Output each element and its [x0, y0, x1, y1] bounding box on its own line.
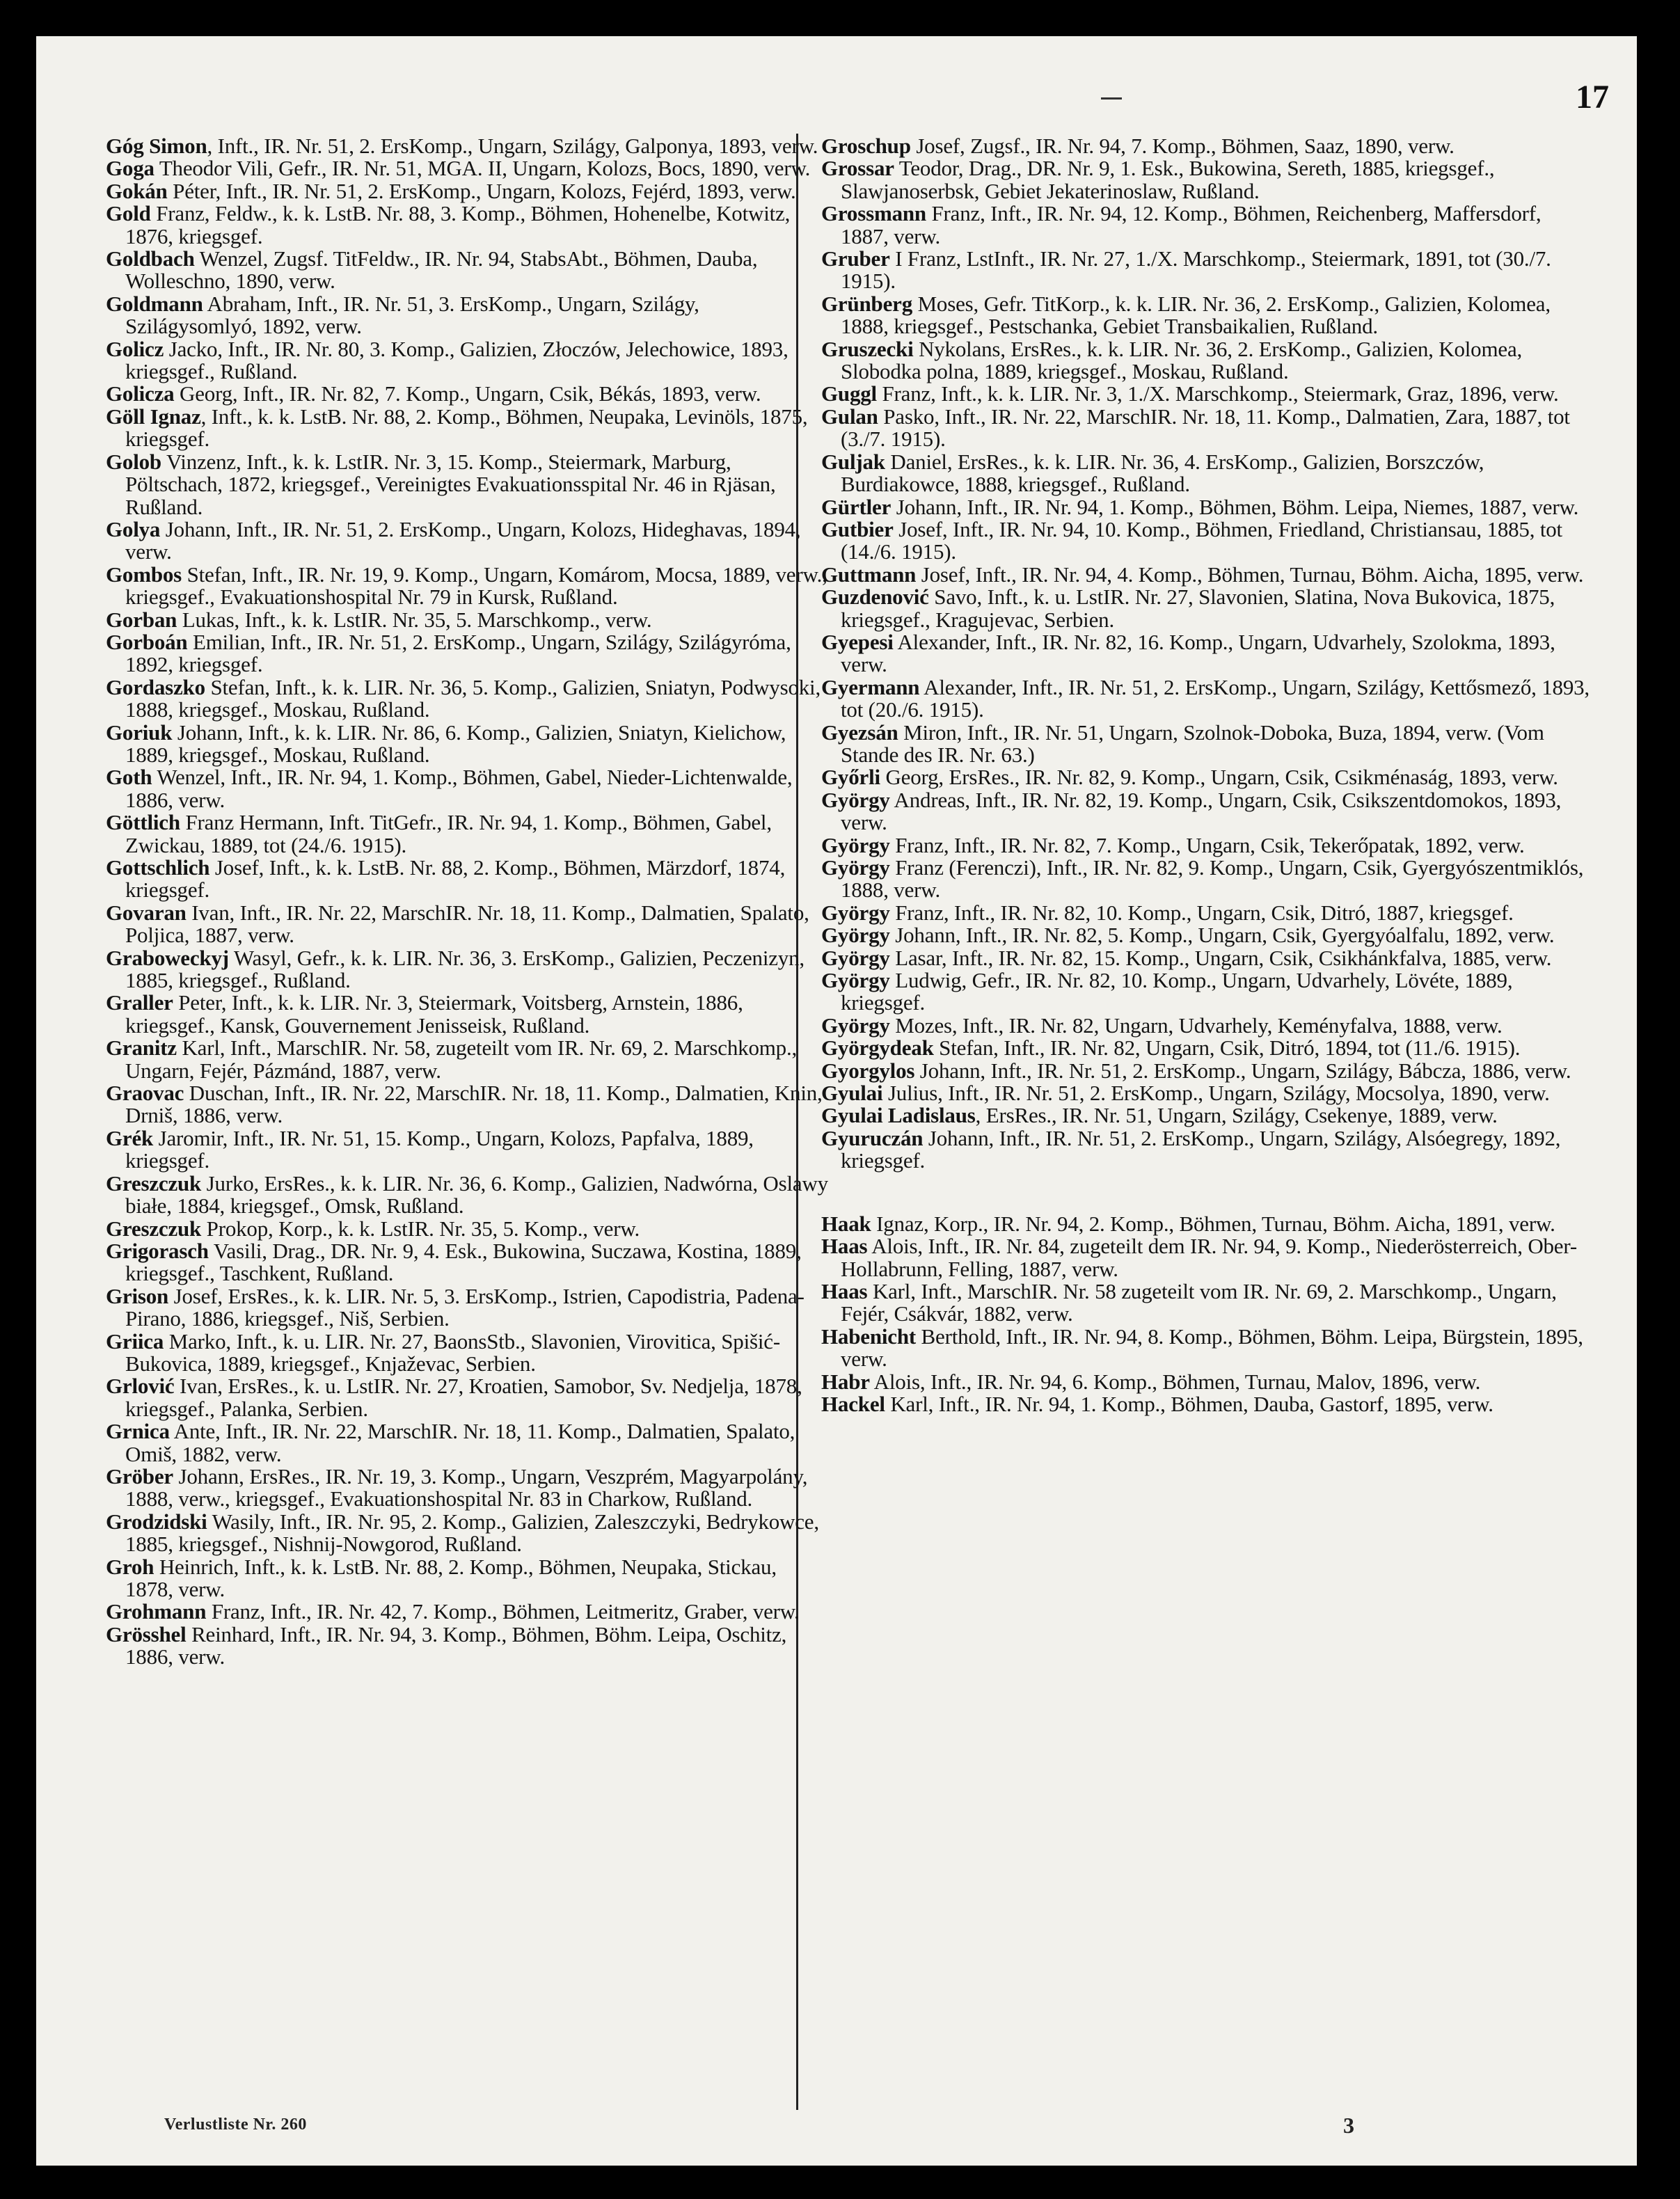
entry-surname: Grigorasch [106, 1238, 209, 1263]
casualty-entry [106, 135, 828, 157]
entry-details: Vinzenz, Inft., k. k. LstIR. Nr. 3, 15. Komp., Steiermark, Marburg, Pöltschach, 1872, kriegsgef., Vereinigtes Evakuationsspital Nr. 46 in Rjäsan, Rußland. [125, 449, 776, 519]
casualty-entry [106, 1420, 828, 1466]
casualty-entry [106, 1375, 828, 1420]
casualty-entry [821, 1235, 1594, 1280]
casualty-entry [106, 1285, 828, 1331]
entry-details: Prokop, Korp., k. k. LstIR. Nr. 35, 5. Komp., verw. [201, 1216, 640, 1241]
entry-surname: Gyuruczán [821, 1125, 924, 1150]
entry-details: Johann, Inft., k. k. LIR. Nr. 86, 6. Komp., Galizien, Sniatyn, Kielichow, 1889, kriegsgef., Moskau, Rußland. [125, 720, 786, 767]
casualty-entry [821, 1393, 1594, 1415]
section-gap [821, 1173, 1594, 1213]
entry-surname: Gyezsán [821, 720, 898, 745]
casualty-entry [106, 947, 828, 992]
entry-details: Miron, Inft., IR. Nr. 51, Ungarn, Szolnok-Doboka, Buza, 1894, verw. (Vom Stande des IR. Nr. 63.) [841, 720, 1544, 767]
entry-details: Johann, Inft., IR. Nr. 51, 2. ErsKomp., Ungarn, Kolozs, Hideghavas, 1894, verw. [125, 516, 801, 564]
entry-details: Ivan, Inft., IR. Nr. 22, MarschIR. Nr. 18, 11. Komp., Dalmatien, Spalato, Poljica, 1887, verw. [125, 900, 809, 948]
entry-surname: Habenicht [821, 1324, 916, 1349]
entry-surname: Gyulai Ladislaus [821, 1103, 976, 1128]
entry-details: Franz, Inft., IR. Nr. 94, 12. Komp., Böhmen, Reichenberg, Maffersdorf, 1887, verw. [841, 201, 1542, 248]
entry-surname: György [821, 923, 890, 948]
casualty-entry [821, 496, 1594, 518]
casualty-entry [821, 451, 1594, 496]
entry-details: Karl, Inft., MarschIR. Nr. 58, zugeteilt vom IR. Nr. 69, 2. Marschkomp., Ungarn, Fejér, Pázmánd, 1887, verw. [125, 1035, 798, 1083]
casualty-entry [821, 924, 1594, 946]
entry-details: Emilian, Inft., IR. Nr. 51, 2. ErsKomp., Ungarn, Szilágy, Szilágyróma, 1892, kriegsgef. [125, 629, 791, 677]
entry-details: Mozes, Inft., IR. Nr. 82, Ungarn, Udvarhely, Keményfalva, 1888, verw. [889, 1013, 1503, 1038]
entry-details: Reinhard, Inft., IR. Nr. 94, 3. Komp., Böhmen, Böhm. Leipa, Oschitz, 1886, verw. [125, 1621, 787, 1669]
casualty-entry [106, 383, 828, 405]
casualty-entry [821, 857, 1594, 902]
entry-details: Peter, Inft., k. k. LIR. Nr. 3, Steiermark, Voitsberg, Arnstein, 1886, kriegsgef., Kansk, Gouvernement Jenisseisk, Rußland. [125, 990, 743, 1038]
entry-details: Marko, Inft., k. u. LIR. Nr. 27, BaonsStb., Slavonien, Virovitica, Spišić-Bukovica, 1889, kriegsgef., Knjaževac, Serbien. [125, 1328, 780, 1376]
casualty-entry [821, 338, 1594, 383]
casualty-entry [106, 1328, 828, 1376]
casualty-entry [106, 1082, 828, 1127]
entry-details: Vasili, Drag., DR. Nr. 9, 4. Esk., Bukowina, Suczawa, Kostina, 1889, kriegsgef., Taschkent, Rußland. [125, 1238, 802, 1286]
entry-surname: Grlović [106, 1374, 175, 1399]
entry-details: Wasily, Inft., IR. Nr. 95, 2. Komp., Galizien, Zaleszczyki, Bedrykowce, 1885, kriegsgef., Nishnij-Nowgorod, Rußland. [125, 1509, 819, 1557]
entry-surname: Gyepesi [821, 629, 894, 654]
entry-surname: Goldbach [106, 246, 195, 271]
entry-details: Savo, Inft., k. u. LstIR. Nr. 27, Slavonien, Slatina, Nova Bukovica, 1875, kriegsgef., Kragujevac, Serbien. [841, 585, 1555, 632]
casualty-entry [821, 834, 1594, 857]
entry-details: Stefan, Inft., IR. Nr. 82, Ungarn, Csik, Ditró, 1894, tot (11./6. 1915). [933, 1035, 1521, 1061]
entry-details: Ivan, ErsRes., k. u. LstIR. Nr. 27, Kroatien, Samobor, Sv. Nedjelja, 1878, kriegsgef., Palanka, Serbien. [125, 1374, 802, 1421]
entry-details: Franz Hermann, Inft. TitGefr., IR. Nr. 94, 1. Komp., Böhmen, Gabel, Zwickau, 1889, tot (24./6. 1915). [125, 810, 772, 857]
casualty-entry [106, 676, 828, 722]
entry-surname: Grodzidski [106, 1509, 207, 1534]
entry-surname: Guggl [821, 381, 877, 406]
entry-surname: Greszczuk [106, 1170, 202, 1196]
entry-details: Johann, ErsRes., IR. Nr. 19, 3. Komp., Ungarn, Veszprém, Magyarpolány, 1888, verw., kriegsgef., Evakuationshospital Nr. 83 in Charkow, Rußland. [125, 1463, 808, 1511]
entry-surname: Haak [821, 1211, 871, 1236]
entry-details: Theodor Vili, Gefr., IR. Nr. 51, MGA. II, Ungarn, Kolozs, Bocs, 1890, verw. [154, 156, 811, 181]
casualty-entry [106, 564, 828, 609]
right-column [821, 135, 1594, 1415]
casualty-entry [821, 947, 1594, 969]
casualty-entry [106, 992, 828, 1037]
entry-surname: Gordaszko [106, 674, 205, 699]
entry-surname: Groschup [821, 134, 911, 158]
entry-details: Franz, Inft., IR. Nr. 82, 7. Komp., Ungarn, Csik, Tekerőpatak, 1892, verw. [889, 832, 1525, 857]
entry-details: Berthold, Inft., IR. Nr. 94, 8. Komp., Böhmen, Böhm. Leipa, Bürgstein, 1895, verw. [841, 1324, 1583, 1372]
entry-surname: Graboweckyj [106, 945, 229, 970]
entry-surname: Göll Ignaz [106, 404, 201, 429]
casualty-entry [106, 157, 828, 180]
entry-surname: György [821, 787, 890, 812]
casualty-entry [106, 609, 828, 631]
casualty-entry [106, 203, 828, 248]
entry-surname: Győrli [821, 765, 880, 790]
entry-surname: Gruszecki [821, 336, 914, 361]
entry-details: Pasko, Inft., IR. Nr. 22, MarschIR. Nr. 18, 11. Komp., Dalmatien, Zara, 1887, tot (3./7. 1915). [841, 404, 1570, 452]
casualty-entry [821, 1371, 1594, 1393]
casualty-entry [106, 406, 828, 451]
casualty-entry [821, 1127, 1594, 1173]
entry-surname: Göttlich [106, 810, 180, 835]
entry-details: , Inft., IR. Nr. 51, 2. ErsKomp., Ungarn, Szilágy, Galponya, 1893, verw. [207, 134, 818, 158]
casualty-entry [821, 406, 1594, 451]
entry-surname: Gyulai [821, 1081, 883, 1106]
entry-surname: Haas [821, 1278, 868, 1303]
casualty-entry [821, 1213, 1594, 1235]
entry-surname: Grohmann [106, 1599, 207, 1624]
entry-details: Josef, ErsRes., k. k. LIR. Nr. 5, 3. ErsKomp., Istrien, Capodistria, Padena-Pirano, 1886, kriegsgef., Niš, Serbien. [125, 1283, 805, 1331]
entry-surname: György [821, 945, 890, 970]
entry-details: Julius, Inft., IR. Nr. 51, 2. ErsKomp., Ungarn, Szilágy, Mocsolya, 1890, verw. [882, 1081, 1550, 1106]
casualty-entry [821, 586, 1594, 631]
entry-surname: Gorban [106, 607, 177, 632]
entry-surname: Greszczuk [106, 1216, 202, 1241]
entry-surname: Graller [106, 990, 173, 1015]
entry-details: Franz, Feldw., k. k. LstB. Nr. 88, 3. Komp., Böhmen, Hohenelbe, Kotwitz, 1876, kriegsgef. [125, 201, 791, 248]
casualty-entry [106, 857, 828, 902]
entry-surname: Gold [106, 201, 151, 226]
entry-surname: Gyermann [821, 674, 920, 699]
casualty-entry [106, 722, 828, 767]
casualty-entry [821, 157, 1594, 203]
entry-surname: Guttmann [821, 562, 917, 587]
entry-surname: Groh [106, 1554, 154, 1579]
entry-surname: Gröber [106, 1463, 173, 1489]
entry-surname: Grünberg [821, 291, 913, 316]
entry-details: Josef, Inft., k. k. LstB. Nr. 88, 2. Komp., Böhmen, Märzdorf, 1874, kriegsgef. [125, 855, 786, 903]
entry-details: Johann, Inft., IR. Nr. 51, 2. ErsKomp., Ungarn, Szilágy, Bábcza, 1886, verw. [914, 1058, 1571, 1083]
casualty-entry [106, 1511, 828, 1556]
entry-surname: Granitz [106, 1035, 177, 1061]
entry-details: Nykolans, ErsRes., k. k. LIR. Nr. 36, 2. ErsKomp., Galizien, Kolomea, Slobodka polna, 1889, kriegsgef., Moskau, Rußland. [841, 336, 1523, 384]
casualty-entry [106, 1037, 828, 1082]
entry-surname: György [821, 968, 890, 993]
entry-surname: Grossmann [821, 201, 926, 226]
casualty-entry [821, 789, 1594, 834]
entry-details: Georg, Inft., IR. Nr. 82, 7. Komp., Ungarn, Csik, Békás, 1893, verw. [174, 381, 761, 406]
entry-details: Moses, Gefr. TitKorp., k. k. LIR. Nr. 36, 2. ErsKomp., Galizien, Kolomea, 1888, kriegsgef., Pestschanka, Gebiet Transbaikalien, Rußland. [841, 291, 1551, 339]
casualty-entry [106, 248, 828, 293]
casualty-entry [821, 1280, 1594, 1326]
casualty-entry [821, 1104, 1594, 1127]
entry-surname: Guzdenović [821, 585, 929, 610]
casualty-entry [821, 203, 1594, 248]
entry-surname: Goth [106, 765, 152, 790]
left-column [106, 135, 828, 1669]
entry-details: Johann, Inft., IR. Nr. 82, 5. Komp., Ungarn, Csik, Gyergyóalfalu, 1892, verw. [889, 923, 1555, 948]
entry-surname: György [821, 1013, 890, 1038]
casualty-entry [821, 248, 1594, 293]
entry-details: Franz, Inft., IR. Nr. 82, 10. Komp., Ungarn, Csik, Ditró, 1887, kriegsgef. [889, 900, 1514, 925]
entry-surname: Grösshel [106, 1621, 187, 1646]
header-mark [1101, 97, 1122, 100]
casualty-entry [821, 1037, 1594, 1059]
footer-list-label: Verlustliste Nr. 260 [164, 2115, 307, 2134]
entry-surname: Gulan [821, 404, 878, 429]
entry-surname: Gokán [106, 178, 168, 203]
casualty-entry [106, 811, 828, 857]
casualty-entry [106, 293, 828, 338]
entry-details: Karl, Inft., MarschIR. Nr. 58 zugeteilt vom IR. Nr. 69, 2. Marschkomp., Ungarn, Fejér, Csákvár, 1882, verw. [841, 1278, 1557, 1326]
entry-details: Josef, Inft., IR. Nr. 94, 4. Komp., Böhmen, Turnau, Böhm. Aicha, 1895, verw. [916, 562, 1584, 587]
entry-surname: Györgydeak [821, 1035, 934, 1061]
entry-surname: György [821, 900, 890, 925]
entry-surname: Gutbier [821, 516, 894, 541]
entry-details: Teodor, Drag., DR. Nr. 9, 1. Esk., Bukowina, Sereth, 1885, kriegsgef., Slawjanoserbsk, Gebiet Jekaterinoslaw, Rußland. [841, 156, 1495, 203]
casualty-entry [821, 135, 1594, 157]
entry-details: Alexander, Inft., IR. Nr. 82, 16. Komp., Ungarn, Udvarhely, Szolokma, 1893, verw. [841, 629, 1555, 677]
casualty-entry [106, 631, 828, 676]
entry-details: Wasyl, Gefr., k. k. LIR. Nr. 36, 3. ErsKomp., Galizien, Peczenizyn, 1885, kriegsgef., Rußland. [125, 945, 805, 993]
entry-surname: György [821, 832, 890, 857]
entry-surname: Habr [821, 1369, 870, 1394]
casualty-entry [821, 518, 1594, 564]
entry-details: Franz, Inft., IR. Nr. 42, 7. Komp., Böhmen, Leitmeritz, Graber, verw. [206, 1599, 800, 1624]
entry-details: Josef, Zugsf., IR. Nr. 94, 7. Komp., Böhmen, Saaz, 1890, verw. [910, 134, 1455, 158]
casualty-entry [106, 902, 828, 947]
entry-surname: Grék [106, 1125, 154, 1150]
sheet-number: 3 [1343, 2113, 1354, 2138]
casualty-entry [821, 902, 1594, 924]
entry-surname: Grison [106, 1283, 169, 1308]
entry-details: I Franz, LstInft., IR. Nr. 27, 1./X. Marschkomp., Steiermark, 1891, tot (30./7. 1915). [841, 246, 1551, 294]
entry-details: Franz, Inft., k. k. LIR. Nr. 3, 1./X. Marschkomp., Steiermark, Graz, 1896, verw. [876, 381, 1559, 406]
entry-details: Alois, Inft., IR. Nr. 84, zugeteilt dem IR. Nr. 94, 9. Komp., Niederösterreich, Ober-Hollabrunn, Felling, 1887, verw. [841, 1234, 1577, 1281]
entry-surname: Golya [106, 516, 161, 541]
entry-details: Alexander, Inft., IR. Nr. 51, 2. ErsKomp., Ungarn, Szilágy, Kettősmező, 1893, tot (20./6. 1915). [841, 674, 1590, 722]
entry-details: Lasar, Inft., IR. Nr. 82, 15. Komp., Ungarn, Csik, Csikhánkfalva, 1885, verw. [889, 945, 1552, 970]
casualty-entry [821, 1015, 1594, 1037]
entry-surname: Golicza [106, 381, 175, 406]
entry-details: Johann, Inft., IR. Nr. 94, 1. Komp., Böhmen, Böhm. Leipa, Niemes, 1887, verw. [891, 494, 1579, 519]
casualty-entry [106, 1621, 828, 1669]
entry-surname: Griica [106, 1328, 164, 1353]
entry-surname: Hackel [821, 1391, 885, 1416]
entry-surname: Haas [821, 1234, 868, 1259]
casualty-entry [106, 1556, 828, 1601]
entry-details: Josef, Inft., IR. Nr. 94, 10. Komp., Böhmen, Friedland, Christiansau, 1885, tot (14./6. 1915). [841, 516, 1562, 564]
casualty-entry [106, 1240, 828, 1285]
entry-details: Stefan, Inft., IR. Nr. 19, 9. Komp., Ungarn, Komárom, Mocsa, 1889, verw., kriegsgef., Evakuationshospital Nr. 79 in Kursk, Rußland. [125, 562, 827, 610]
entry-surname: Goga [106, 156, 154, 181]
entry-surname: Grossar [821, 156, 894, 181]
casualty-entry [106, 451, 828, 518]
casualty-entry [821, 1060, 1594, 1082]
casualty-entry [821, 1082, 1594, 1104]
entry-details: Franz (Ferenczi), Inft., IR. Nr. 82, 9. Komp., Ungarn, Csik, Gyergyószentmiklós, 1888, verw. [841, 855, 1584, 903]
entry-details: Abraham, Inft., IR. Nr. 51, 3. ErsKomp., Ungarn, Szilágy, Szilágysomlyó, 1892, verw. [125, 291, 699, 339]
entry-details: Alois, Inft., IR. Nr. 94, 6. Komp., Böhmen, Turnau, Malov, 1896, verw. [869, 1369, 1481, 1394]
entry-surname: Grnica [106, 1419, 170, 1444]
entry-details: Ante, Inft., IR. Nr. 22, MarschIR. Nr. 18, 11. Komp., Dalmatien, Spalato, Omiš, 1882, verw. [125, 1419, 795, 1466]
entry-details: , Inft., k. k. LstB. Nr. 88, 2. Komp., Böhmen, Neupaka, Levinöls, 1875, kriegsgef. [125, 404, 808, 452]
entry-details: Ignaz, Korp., IR. Nr. 94, 2. Komp., Böhmen, Turnau, Böhm. Aicha, 1891, verw. [871, 1211, 1555, 1236]
casualty-entry [821, 676, 1594, 722]
casualty-entry [821, 1326, 1594, 1371]
casualty-entry [821, 631, 1594, 676]
entry-surname: György [821, 855, 890, 880]
casualty-entry [821, 293, 1594, 338]
casualty-entry [106, 1601, 828, 1623]
entry-surname: Goriuk [106, 720, 173, 745]
entry-details: Karl, Inft., IR. Nr. 94, 1. Komp., Böhmen, Dauba, Gastorf, 1895, verw. [885, 1391, 1493, 1416]
document-page [36, 36, 1637, 2166]
entry-details: Heinrich, Inft., k. k. LstB. Nr. 88, 2. Komp., Böhmen, Neupaka, Stickau, 1878, verw. [125, 1554, 777, 1601]
casualty-entry [106, 1218, 828, 1240]
casualty-entry [821, 969, 1594, 1015]
entry-surname: Golob [106, 449, 161, 474]
entry-details: Duschan, Inft., IR. Nr. 22, MarschIR. Nr. 18, 11. Komp., Dalmatien, Knin, Drniš, 1886, verw. [125, 1081, 823, 1128]
entry-surname: Gottschlich [106, 855, 210, 880]
entry-details: Jaromir, Inft., IR. Nr. 51, 15. Komp., Ungarn, Kolozs, Papfalva, 1889, kriegsgef. [125, 1125, 754, 1173]
entry-surname: Gyorgylos [821, 1058, 915, 1083]
entry-surname: Golicz [106, 336, 164, 361]
entry-details: Stefan, Inft., k. k. LIR. Nr. 36, 5. Komp., Galizien, Sniatyn, Podwysoki, 1888, kriegsgef., Moskau, Rußland. [125, 674, 821, 722]
casualty-entry [106, 1463, 828, 1511]
entry-details: Ludwig, Gefr., IR. Nr. 82, 10. Komp., Ungarn, Udvarhely, Lövéte, 1889, kriegsgef. [841, 968, 1513, 1015]
casualty-entry [821, 722, 1594, 767]
entry-details: Wenzel, Zugsf. TitFeldw., IR. Nr. 94, StabsAbt., Böhmen, Dauba, Wolleschno, 1890, verw. [125, 246, 758, 294]
casualty-entry [821, 383, 1594, 405]
casualty-entry [106, 518, 828, 564]
entry-details: Jacko, Inft., IR. Nr. 80, 3. Komp., Galizien, Złoczów, Jelechowice, 1893, kriegsgef., Rußland. [125, 336, 789, 384]
casualty-entry [106, 338, 828, 383]
entry-details: Georg, ErsRes., IR. Nr. 82, 9. Komp., Ungarn, Csik, Csikménaság, 1893, verw. [880, 765, 1558, 790]
entry-details: , ErsRes., IR. Nr. 51, Ungarn, Szilágy, Csekenye, 1889, verw. [975, 1103, 1498, 1128]
entry-surname: Graovac [106, 1081, 184, 1106]
entry-surname: Govaran [106, 900, 187, 925]
casualty-entry [821, 564, 1594, 586]
entry-surname: Góg Simon [106, 134, 207, 158]
entry-surname: Gorboán [106, 629, 188, 654]
entry-details: Andreas, Inft., IR. Nr. 82, 19. Komp., Ungarn, Csik, Csikszentdomokos, 1893, verw. [841, 787, 1562, 835]
entry-surname: Gombos [106, 562, 182, 587]
entry-details: Wenzel, Inft., IR. Nr. 94, 1. Komp., Böhmen, Gabel, Nieder-Lichtenwalde, 1886, verw. [125, 765, 793, 812]
page-number: 17 [1576, 79, 1609, 116]
entry-surname: Goldmann [106, 291, 203, 316]
entry-details: Johann, Inft., IR. Nr. 51, 2. ErsKomp., Ungarn, Szilágy, Alsóegregy, 1892, kriegsgef. [841, 1125, 1561, 1173]
casualty-entry [821, 766, 1594, 788]
entry-details: Péter, Inft., IR. Nr. 51, 2. ErsKomp., Ungarn, Kolozs, Fejérd, 1893, verw. [167, 178, 796, 203]
casualty-entry [106, 766, 828, 811]
entry-surname: Gürtler [821, 494, 891, 519]
casualty-entry [106, 180, 828, 203]
entry-details: Jurko, ErsRes., k. k. LIR. Nr. 36, 6. Komp., Galizien, Nadwórna, Oslawy białe, 1884, kriegsgef., Omsk, Rußland. [125, 1170, 828, 1218]
entry-details: Lukas, Inft., k. k. LstIR. Nr. 35, 5. Marschkomp., verw. [177, 607, 652, 632]
entry-surname: Guljak [821, 449, 885, 474]
entry-surname: Gruber [821, 246, 890, 271]
casualty-entry [106, 1170, 828, 1218]
casualty-entry [106, 1127, 828, 1173]
entry-details: Daniel, ErsRes., k. k. LIR. Nr. 36, 4. ErsKomp., Galizien, Borszczów, Burdiakowce, 1888, kriegsgef., Rußland. [841, 449, 1484, 497]
